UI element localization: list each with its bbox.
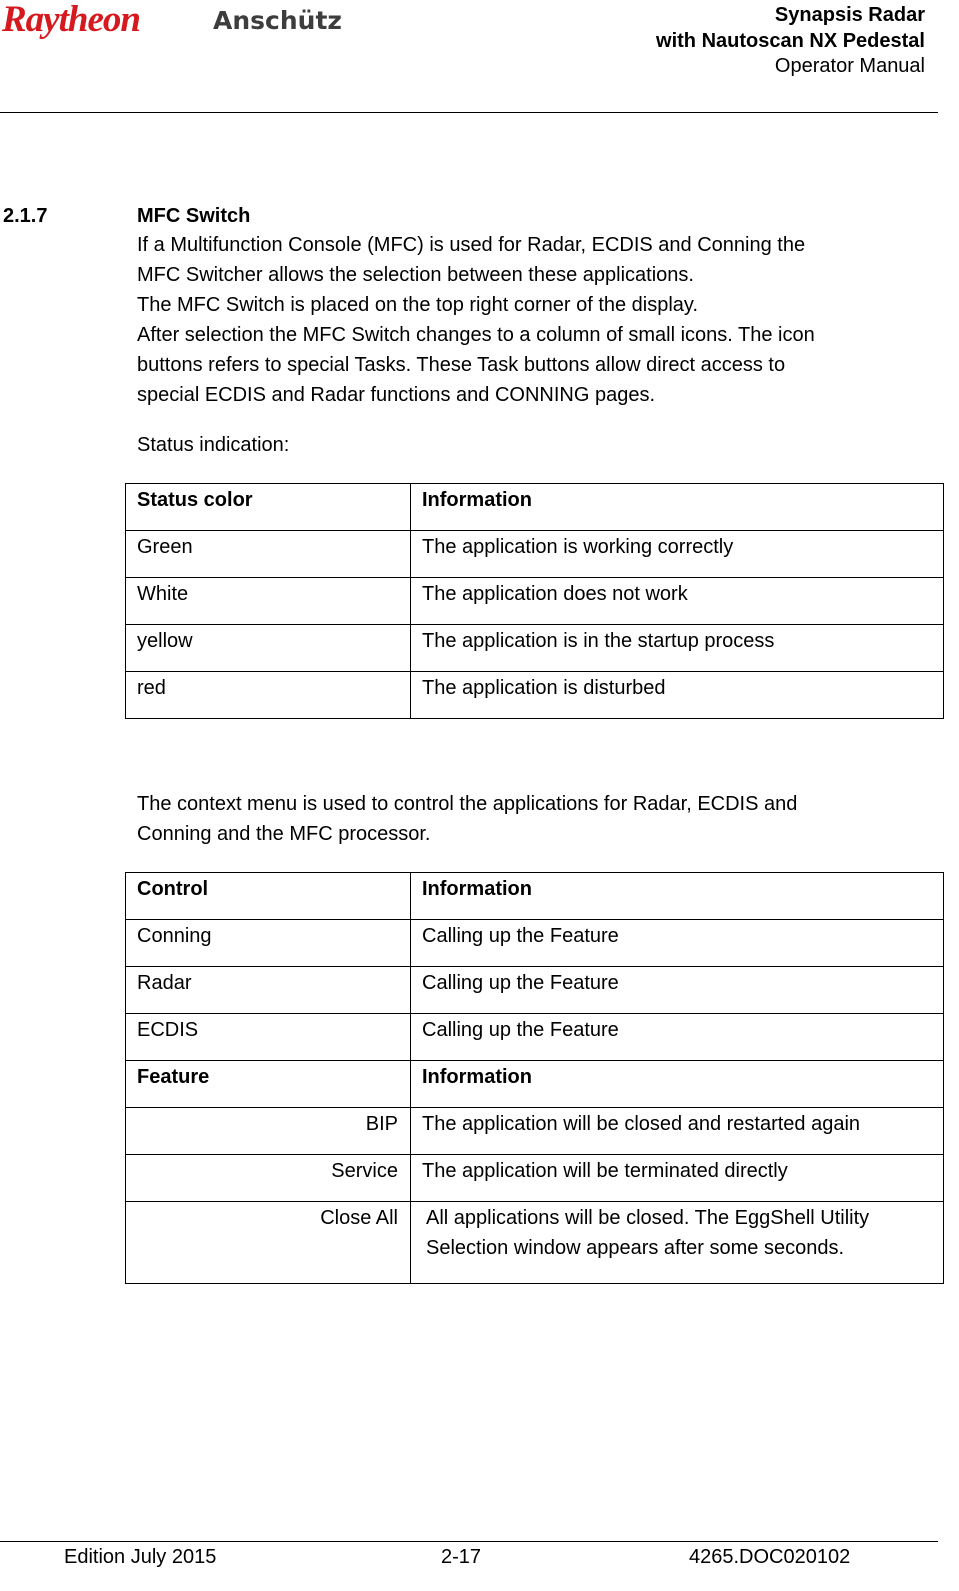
table-cell: The application is in the startup process [411,625,944,672]
footer-document-id: 4265.DOC020102 [689,1546,851,1568]
table-cell: Service [126,1155,411,1202]
logo-subbrand: Anschütz [213,6,342,35]
status-table [125,483,944,719]
status-indication-label: Status indication: [137,434,290,456]
table-cell: Close All [126,1202,411,1284]
company-logo [0,0,340,42]
document-header [656,3,925,80]
table-cell: Calling up the Feature [411,967,944,1014]
table-header-cell: Information [411,873,944,920]
footer-divider [0,1541,938,1542]
intro-line: The MFC Switch is placed on the top right corner of the display. [137,294,699,316]
header-divider [0,112,938,113]
table-cell: Calling up the Feature [411,920,944,967]
header-title-line3: Operator Manual [774,55,925,77]
table-row [126,625,944,672]
table-row [126,1014,944,1061]
table-row [126,672,944,719]
table-cell: White [126,578,411,625]
table-cell: Radar [126,967,411,1014]
table-cell: red [126,672,411,719]
context-line: Conning and the MFC processor. [137,823,431,845]
table-row [126,920,944,967]
footer-page-number: 2-17 [441,1546,482,1568]
table-cell: BIP [126,1108,411,1155]
section-title: MFC Switch [137,205,251,227]
table-cell: All applications will be closed. The EggShell Utility Selection window appears after some seconds. [411,1202,944,1284]
header-title-line1: Synapsis Radar [774,4,925,26]
table-cell: The application will be closed and restarted again [411,1108,944,1155]
table-header-cell: Information [411,484,944,531]
footer-edition: Edition July 2015 [64,1546,217,1568]
table-header-cell: Information [411,1061,944,1108]
table-row [126,1202,944,1284]
table-row [126,1108,944,1155]
table-cell: yellow [126,625,411,672]
table-header-cell: Feature [126,1061,411,1108]
table-cell: The application is working correctly [411,531,944,578]
table-cell: Green [126,531,411,578]
table-cell: Conning [126,920,411,967]
table-header-row [126,873,944,920]
intro-line: If a Multifunction Console (MFC) is used for Radar, ECDIS and Conning the [137,234,806,256]
intro-line: buttons refers to special Tasks. These Task buttons allow direct access to [137,354,786,376]
table-row [126,531,944,578]
table-cell: The application will be terminated directly [411,1155,944,1202]
intro-line: special ECDIS and Radar functions and CONNING pages. [137,384,656,406]
table-cell: The application is disturbed [411,672,944,719]
table-cell: Calling up the Feature [411,1014,944,1061]
intro-line: MFC Switcher allows the selection between these applications. [137,264,694,286]
logo-brand: Raytheon [2,0,140,40]
intro-line: After selection the MFC Switch changes to a column of small icons. The icon [137,324,815,346]
section-number: 2.1.7 [3,205,48,227]
table-header-row [126,484,944,531]
table-header-cell: Control [126,873,411,920]
table-header-cell: Status color [126,484,411,531]
table-header-row [126,1061,944,1108]
control-table [125,872,944,1284]
table-cell: ECDIS [126,1014,411,1061]
table-row [126,578,944,625]
context-line: The context menu is used to control the applications for Radar, ECDIS and [137,793,798,815]
table-cell: The application does not work [411,578,944,625]
table-row [126,1155,944,1202]
header-title-line2: with Nautoscan NX Pedestal [656,29,925,52]
table-row [126,967,944,1014]
